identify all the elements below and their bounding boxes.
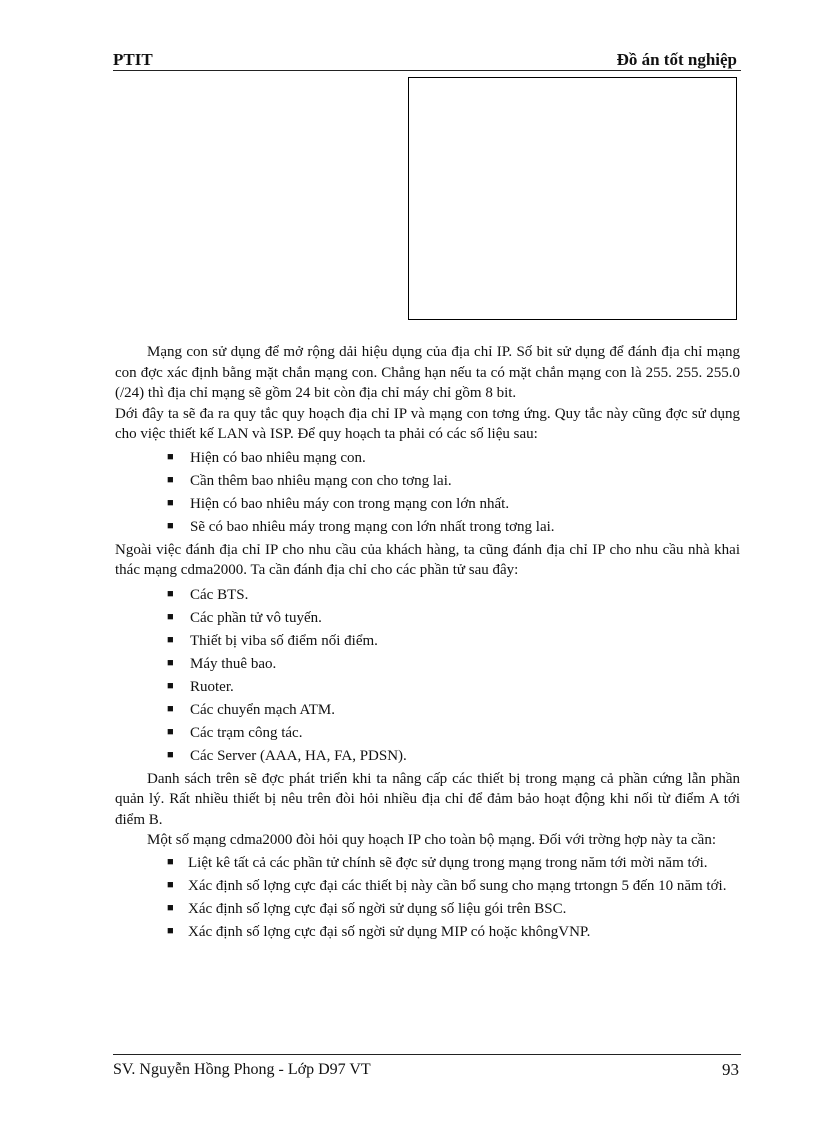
bullet-square-icon: ■ [167, 679, 174, 692]
paragraph-list-growth: Danh sách trên sẽ đợc phát triển khi ta nâng cấp các thiết bị trong mạng cả phần cứng lẫn phần quản lý. Rất nhiều thiết bị nêu trên đòi hỏi nhiều địa chỉ để đảm bảo hoạt động khi nối từ điểm A tới điểm B. [115, 770, 740, 828]
bullet-square-icon: ■ [167, 610, 174, 623]
bullet-square-icon: ■ [167, 702, 174, 715]
list-item: ■ Ruoter. [167, 678, 234, 695]
list-item: ■ Các Server (AAA, HA, FA, PDSN). [167, 747, 407, 764]
list-item: ■ Xác định số lợng cực đại các thiết bị này cần bổ sung cho mạng trtongn 5 đến 10 năm tới. [167, 877, 727, 894]
bullet-list-steps [115, 853, 740, 943]
bullet-square-icon: ■ [167, 855, 174, 868]
bullet-square-icon: ■ [167, 924, 174, 937]
bullet-square-icon: ■ [167, 725, 174, 738]
bullet-square-icon: ■ [167, 450, 174, 463]
list-item: ■ Sẽ có bao nhiêu máy trong mạng con lớn nhất trong tơng lai. [167, 518, 555, 535]
header-right-title: Đồ án tốt nghiệp [616, 50, 737, 69]
page-number: 93 [722, 1060, 739, 1079]
list-item: ■ Các phần tử vô tuyến. [167, 609, 322, 626]
bullet-square-icon: ■ [167, 656, 174, 669]
list-item: ■ Các trạm công tác. [167, 724, 303, 741]
bullet-list-elements [115, 585, 740, 767]
paragraph-planning-rules: Dới đây ta sẽ đa ra quy tắc quy hoạch địa chỉ IP và mạng con tơng ứng. Quy tắc này cũng đợc sử dụng cho việc thiết kế LAN và ISP. Để quy hoạch ta phải có các số liệu sau: [115, 405, 740, 442]
list-item: ■ Các chuyển mạch ATM. [167, 701, 335, 718]
list-item: ■ Các BTS. [167, 586, 249, 603]
bullet-square-icon: ■ [167, 496, 174, 509]
list-item: ■ Hiện có bao nhiêu mạng con. [167, 449, 366, 466]
document-body [115, 342, 740, 945]
bullet-square-icon: ■ [167, 901, 174, 914]
bullet-square-icon: ■ [167, 473, 174, 486]
figure-placeholder-box [408, 77, 737, 320]
list-item: ■ Hiện có bao nhiêu máy con trong mạng con lớn nhất. [167, 495, 510, 512]
list-item: ■ Cần thêm bao nhiêu mạng con cho tơng lai. [167, 472, 452, 489]
list-item: ■ Xác định số lợng cực đại số ngời sử dụng số liệu gói trên BSC. [167, 900, 567, 917]
page-footer [113, 1054, 741, 1079]
page-header [113, 48, 741, 71]
bullet-list-requirements [115, 448, 740, 538]
paragraph-operator-addressing: Ngoài việc đánh địa chỉ IP cho nhu cầu của khách hàng, ta cũng đánh địa chỉ IP cho nhu cầu nhà khai thác mạng cdma2000. Ta cần đánh địa chỉ cho các phần tử sau đây: [115, 541, 740, 578]
bullet-square-icon: ■ [167, 633, 174, 646]
list-item: ■ Xác định số lợng cực đại số ngời sử dụng MIP có hoặc khôngVNP. [167, 923, 591, 940]
paragraph-full-network-planning: Một số mạng cdma2000 đòi hỏi quy hoạch IP cho toàn bộ mạng. Đối với trờng hợp này ta cần: [147, 832, 716, 848]
bullet-square-icon: ■ [167, 878, 174, 891]
footer-author: SV. Nguyễn Hồng Phong - Lớp D97 VT [113, 1061, 371, 1078]
bullet-square-icon: ■ [167, 587, 174, 600]
header-left-title: PTIT [113, 50, 153, 69]
paragraph-subnet-intro: Mạng con sử dụng để mở rộng dải hiệu dụng của địa chỉ IP. Số bit sử dụng để đánh địa chỉ mạng con đợc xác định bằng mặt chắn mạng con. Chẳng hạn nếu ta có mặt chắn mạng con là 255. 255. 255.0 (/24) thì địa chỉ mạng sẽ gồm 24 bit còn địa chỉ máy chỉ gồm 8 bit. [115, 344, 740, 401]
bullet-square-icon: ■ [167, 748, 174, 761]
list-item: ■ Liệt kê tất cả các phần tử chính sẽ đợc sử dụng trong mạng trong năm tới mời năm tới. [167, 854, 708, 871]
list-item: ■ Máy thuê bao. [167, 655, 277, 672]
list-item: ■ Thiết bị viba số điểm nối điểm. [167, 632, 378, 649]
bullet-square-icon: ■ [167, 519, 174, 532]
